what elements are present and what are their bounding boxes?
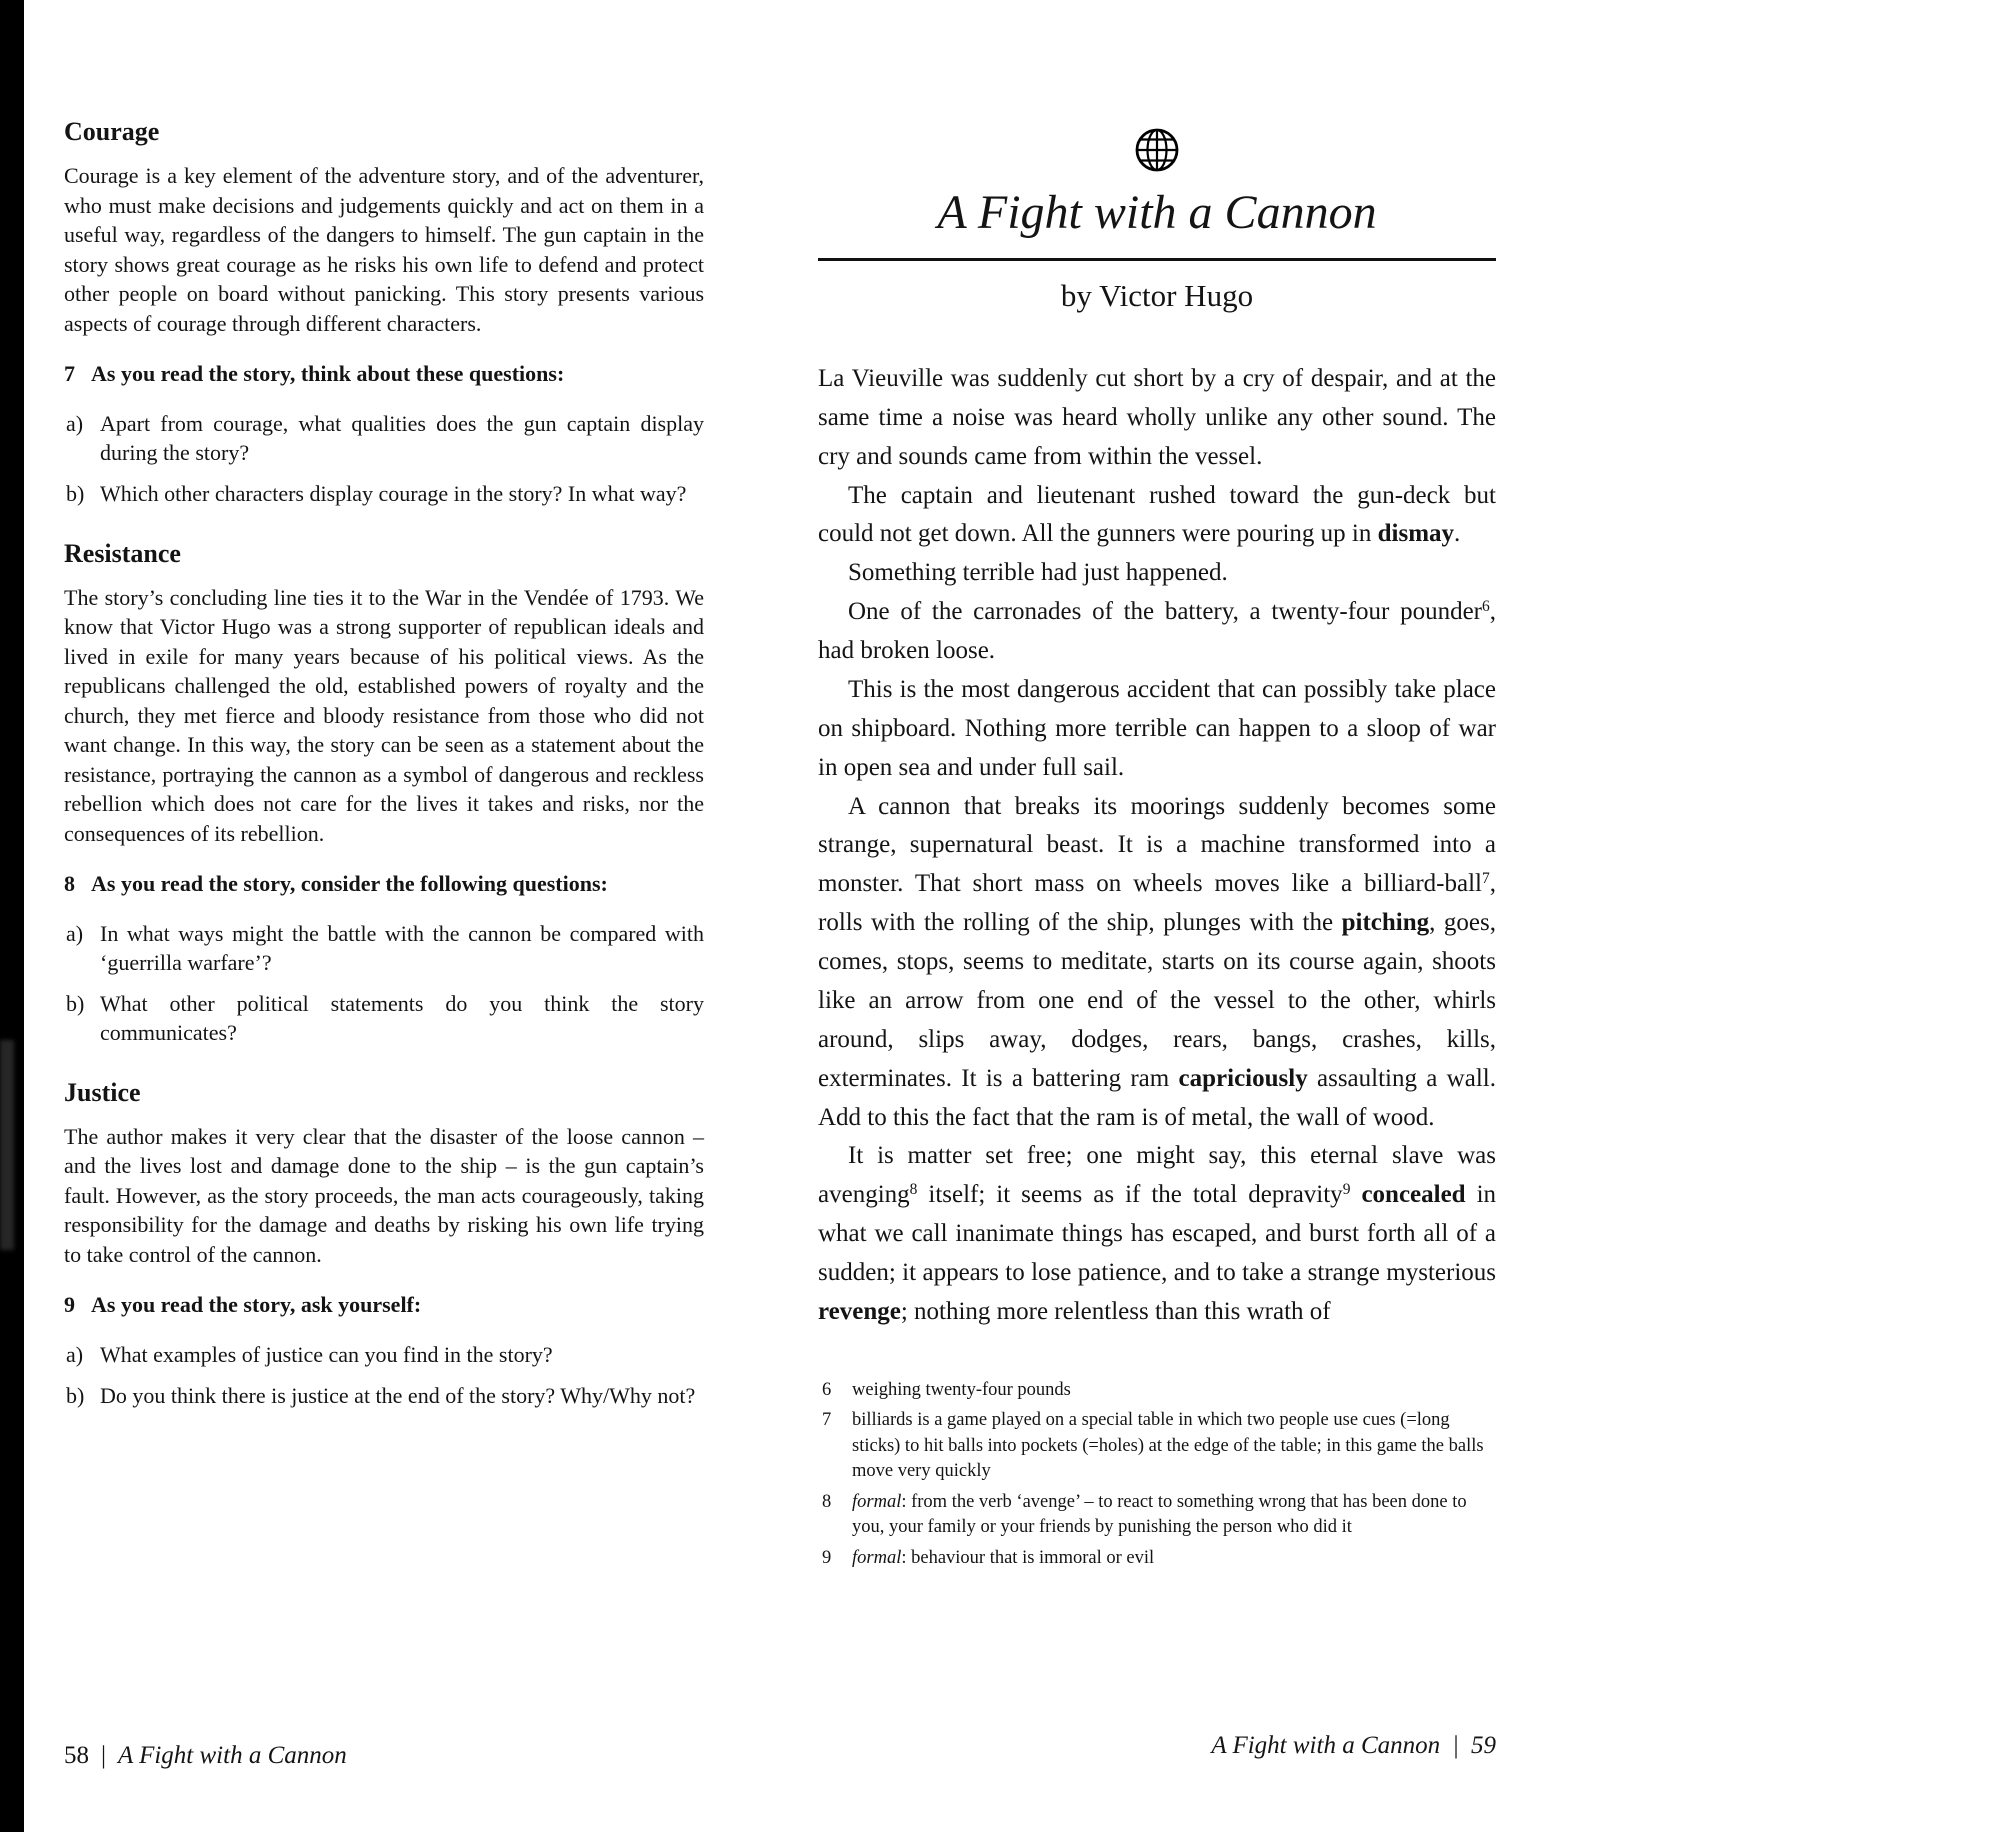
question-marker: a) <box>66 1341 84 1367</box>
question-text: What other political statements do you think the story communicates? <box>100 990 704 1045</box>
question-number: 7 <box>64 361 75 386</box>
footnote-text: formal: from the verb ‘avenge’ – to react to something wrong that has been done to you, your family or your friends by punishing the person who did it <box>852 1491 1467 1538</box>
footnote <box>818 1490 1496 1541</box>
page-number: 58 <box>64 1742 89 1769</box>
footnote-number: 6 <box>822 1379 832 1400</box>
question-marker: a) <box>66 920 84 946</box>
story-paragraph: It is matter set free; one might say, this eternal slave was avenging$^8$ itself; it seems as if the total depravity$^9$ concealed in what we call inanimate things has escaped, and burst forth all of a sudden; it appears to lose patience, and to take a strange mysterious revenge; nothing more relentless than this wrath of <box>818 1142 1497 1325</box>
title-rule <box>818 258 1496 261</box>
question-item <box>64 479 704 508</box>
question-number: 9 <box>64 1292 75 1318</box>
globe-icon <box>818 126 1496 179</box>
question-item <box>64 409 704 467</box>
footnote <box>818 1546 1496 1572</box>
left-page <box>64 116 704 1440</box>
section-paragraph: Courage is a key element of the adventure story, and of the adventurer, who must make decisions and judgements quickly and act on them in a useful way, regardless of the dangers to himself. The gun captain in the story shows great courage as he risks his own life to defend and protect other people on board without panicking. This story presents various aspects of courage through different characters. <box>64 163 704 336</box>
question-text: Do you think there is justice at the end of the story? Why/Why not? <box>100 1382 696 1408</box>
footnote-number: 9 <box>822 1547 832 1568</box>
footnote-text: formal: behaviour that is immoral or evil <box>852 1547 1155 1568</box>
section-paragraph: The story’s concluding line ties it to the War in the Vendée of 1793. We know that Victor Hugo was a strong supporter of republican ideals and lived in exile for many years because of his political views. As the republicans challenged the old, established powers of royalty and the church, they met fierce and bloody resistance from those who did not want change. In this way, the story can be seen as a statement about the resistance, portraying the cannon as a symbol of dangerous and reckless rebellion which does not care for the lives it takes and risks, nor the consequences of its rebellion. <box>64 584 704 846</box>
story-title: A Fight with a Cannon <box>937 186 1377 239</box>
question-header-text: As you read the story, ask yourself: <box>91 1292 422 1318</box>
footnote <box>818 1378 1496 1404</box>
right-page <box>818 126 1496 1576</box>
question-header-text: As you read the story, consider the following questions: <box>91 871 608 897</box>
footnote-text: billiards is a game played on a special table in which two people use cues (=long sticks) to hit balls into pockets (=holes) at the edge of the table; in this game the balls move very quickly <box>852 1410 1484 1482</box>
page-number: 59 <box>1471 1732 1496 1759</box>
footer-title: A Fight with a Cannon <box>1211 1732 1441 1759</box>
section-courage <box>64 116 704 508</box>
footer-separator: | <box>101 1742 107 1769</box>
question-item <box>64 1381 704 1410</box>
question-number: 8 <box>64 871 75 897</box>
footer-separator: | <box>1452 1732 1459 1759</box>
scan-edge-bar <box>0 0 24 1832</box>
question-marker: b) <box>66 990 85 1016</box>
story-paragraph: A cannon that breaks its moorings suddenly becomes some strange, supernatural beast. It is a machine transformed into a monster. That short mass on wheels moves like a billiard-ball$^7$, rolls with the rolling of the ship, plunges with the pitching, goes, comes, stops, seems to meditate, starts on its course again, shoots like an arrow from one end of the vessel to the other, whirls around, slips away, dodges, rears, bangs, crashes, kills, exterminates. It is a battering ram capriciously assaulting a wall. Add to this the fact that the ram is of metal, the wall of wood. <box>818 792 1496 1131</box>
story-body <box>818 360 1496 1332</box>
question-text: Which other characters display courage in the story? In what way? <box>100 480 687 506</box>
question-marker: b) <box>66 480 85 506</box>
question-text: In what ways might the battle with the cannon be compared with ‘guerrilla warfare’? <box>100 920 704 975</box>
section-resistance <box>64 538 704 1047</box>
question-header <box>64 360 704 389</box>
section-heading: Courage <box>64 117 160 146</box>
question-header <box>64 1291 704 1320</box>
question-text: Apart from courage, what qualities does the gun captain display during the story? <box>100 410 704 465</box>
story-paragraph: This is the most dangerous accident that can possibly take place on shipboard. Nothing more terrible can happen to a sloop of war in open sea and under full sail. <box>818 675 1496 781</box>
question-marker: a) <box>66 410 84 436</box>
scan-edge-smudge <box>0 1040 14 1250</box>
byline: by Victor Hugo <box>1060 277 1254 313</box>
section-heading: Resistance <box>64 538 181 568</box>
question-item <box>64 919 704 977</box>
footnotes <box>818 1378 1496 1572</box>
story-paragraph: La Vieuville was suddenly cut short by a cry of despair, and at the same time a noise was heard wholly unlike any other sound. The cry and sounds came from within the vessel. <box>818 364 1496 470</box>
question-text: What examples of justice can you find in the story? <box>100 1341 553 1367</box>
story-paragraph: One of the carronades of the battery, a twenty-four pounder$^6$, had broken loose. <box>818 597 1496 665</box>
question-header <box>64 870 704 899</box>
story-paragraph: Something terrible had just happened. <box>848 559 1228 587</box>
question-header-text: As you read the story, think about these questions: <box>91 361 565 386</box>
page-footer-right <box>818 1732 1496 1760</box>
story-paragraph: The captain and lieutenant rushed toward the gun-deck but could not get down. All the gunners were pouring up in dismay. <box>818 481 1496 548</box>
page-footer-left <box>64 1742 347 1770</box>
footnote-number: 8 <box>822 1491 832 1512</box>
footer-title: A Fight with a Cannon <box>118 1742 347 1769</box>
question-marker: b) <box>66 1382 85 1408</box>
section-heading: Justice <box>64 1077 141 1107</box>
footnote-text: weighing twenty-four pounds <box>852 1379 1071 1400</box>
footnote-number: 7 <box>822 1410 832 1431</box>
section-paragraph: The author makes it very clear that the disaster of the loose cannon – and the lives lost and damage done to the ship – is the gun captain’s fault. However, as the story proceeds, the man acts courageously, taking responsibility for the damage and deaths by risking his own life trying to take control of the cannon. <box>64 1124 704 1267</box>
question-item <box>64 1340 704 1369</box>
question-item <box>64 989 704 1047</box>
footnote <box>818 1408 1496 1485</box>
section-justice <box>64 1077 704 1410</box>
